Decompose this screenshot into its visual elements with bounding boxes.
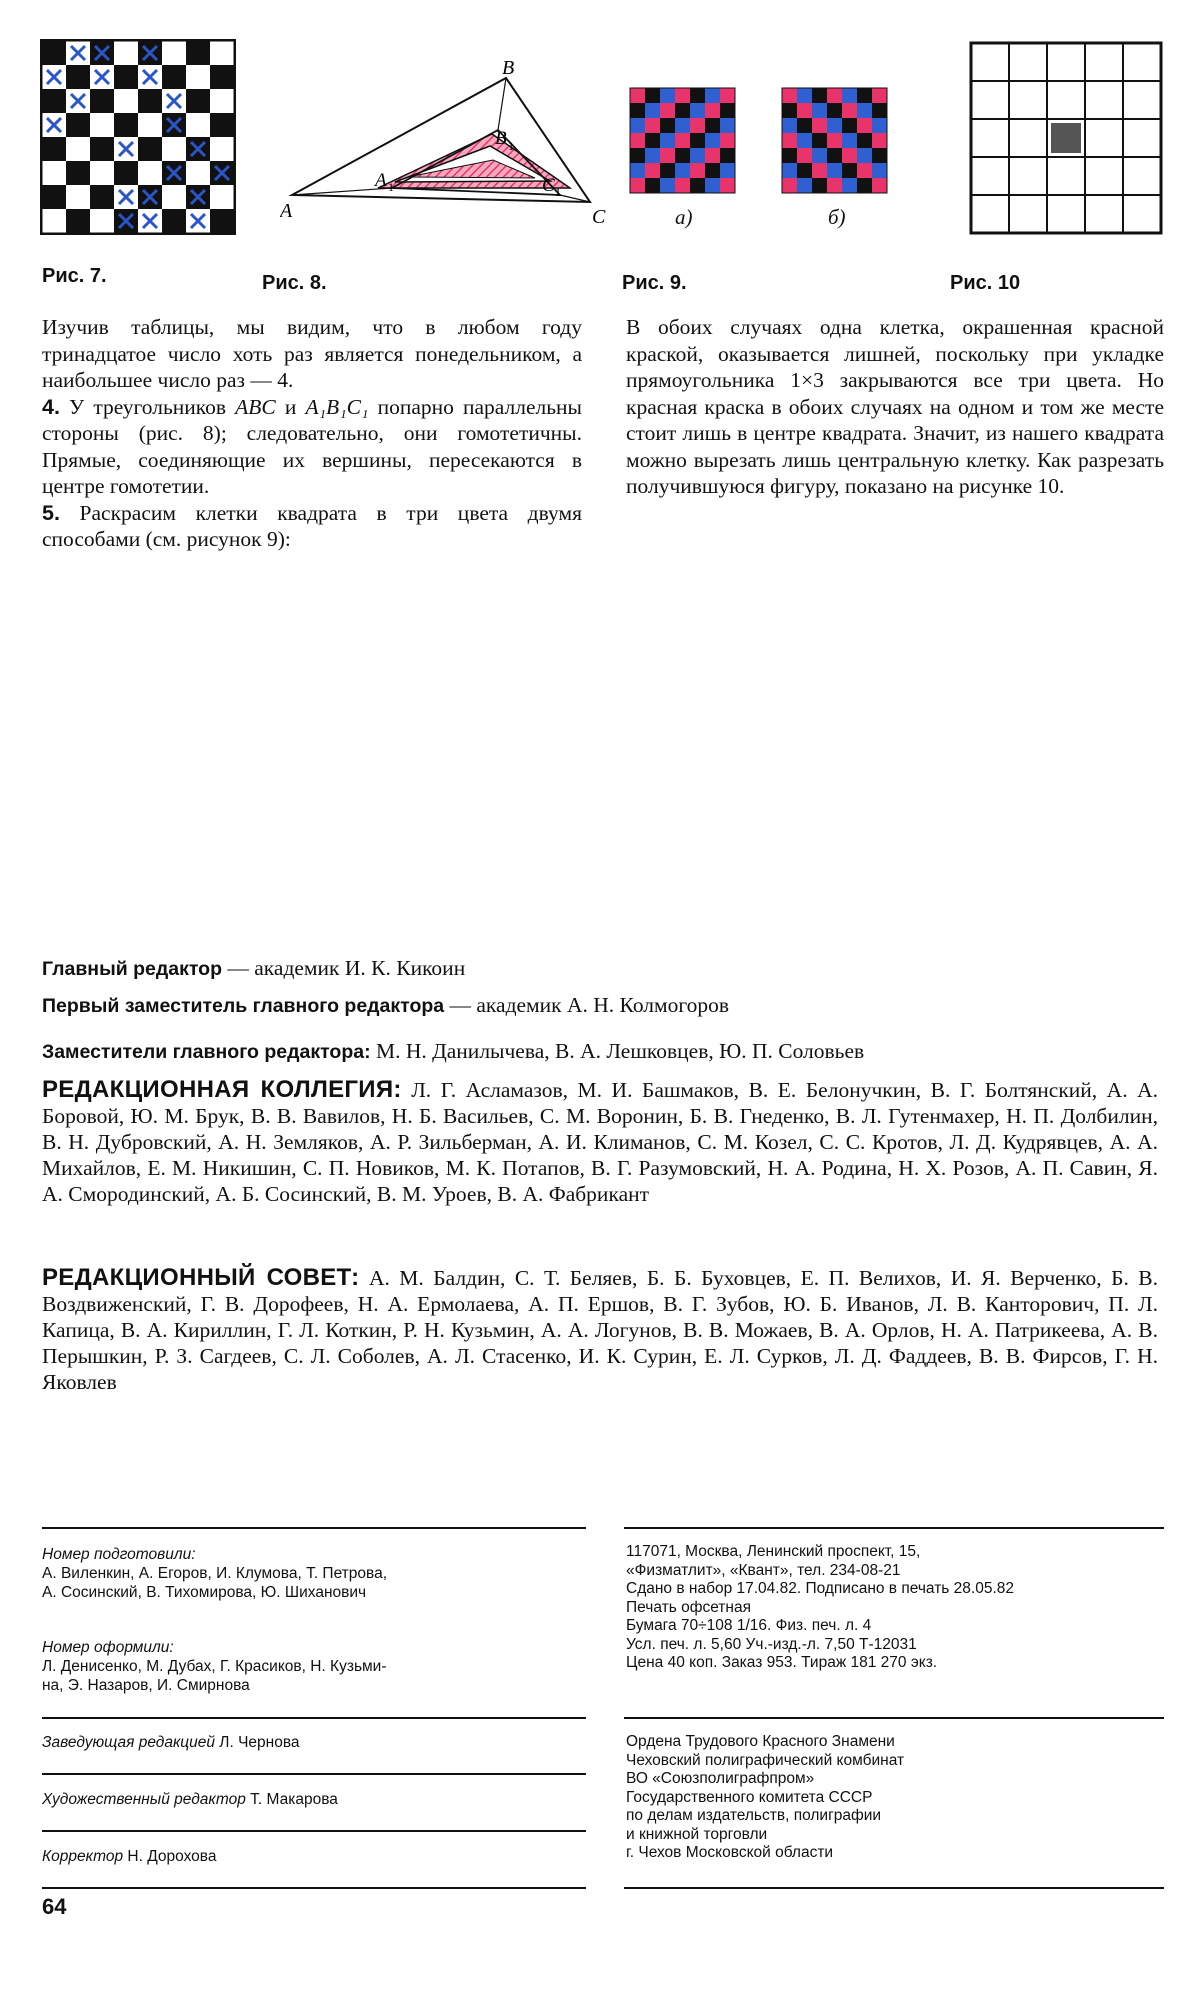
color-cell <box>827 163 842 178</box>
board-dark-cell <box>210 209 234 233</box>
label-c1: C <box>542 175 555 196</box>
item-4-text-a: У треугольников <box>59 394 236 419</box>
board-dark-cell <box>42 41 66 65</box>
color-cell <box>782 148 797 163</box>
right-column-text <box>626 314 1164 500</box>
first-deputy-label: Первый заместитель главного редактора <box>42 995 445 1017</box>
board-dark-cell <box>114 113 138 137</box>
color-cell <box>782 88 797 103</box>
color-cell <box>782 103 797 118</box>
figure-8-caption: Рис. 8. <box>262 272 327 294</box>
item-5-text: Раскрасим клетки квадрата в три цвета двумя способами (см. рисунок 9): <box>42 500 582 551</box>
color-cell <box>857 178 872 193</box>
designed-line-2: на, Э. Назаров, И. Смирнова <box>42 1677 250 1694</box>
color-cell <box>720 103 735 118</box>
color-cell <box>705 133 720 148</box>
figure-9a <box>628 86 738 196</box>
color-cell <box>630 103 645 118</box>
color-cell <box>797 148 812 163</box>
color-cell <box>872 148 887 163</box>
color-cell <box>872 163 887 178</box>
color-cell <box>827 178 842 193</box>
paragraph-red-cell: В обоих случаях одна клетка, окрашенная красной краской, оказывается лишней, поскольку при укладке прямоугольника 1×3 закрываются все три цвета. Но красная краска в обоих случаях на одном и том же месте стоит лишь в центре квадрата. Значит, из нашего квадрата можно вырезать лишь центральную клетку. Как разрезать получившуюся фигуру, показано на рисунке 10. <box>626 315 1164 498</box>
color-cell <box>630 133 645 148</box>
color-cell <box>842 133 857 148</box>
color-cell <box>857 88 872 103</box>
divider-right-2 <box>624 1717 1164 1719</box>
chief-editor-value: — академик И. К. Кикоин <box>222 956 466 980</box>
color-cell <box>705 178 720 193</box>
color-cell <box>857 133 872 148</box>
color-cell <box>812 163 827 178</box>
color-cell <box>720 178 735 193</box>
color-cell <box>857 148 872 163</box>
item-4-number: 4. <box>42 394 60 419</box>
credit-art-editor <box>42 1790 338 1809</box>
label-a: A <box>280 200 293 222</box>
board-dark-cell <box>90 185 114 209</box>
publisher-imprint: 117071, Москва, Ленинский проспект, 15, «Физматлит», «Квант», тел. 234-08-21 Сдано в набор 17.04.82. Подписано в печать 28.05.82 Печать офсетная Бумага 70÷108 1/16. Физ. печ. л. 4 Усл. печ. л. 5,60 Уч.-изд.-л. 7,50 Т-12031 Цена 40 коп. Заказ 953. Тираж 181 270 экз. <box>626 1543 1015 1671</box>
board-dark-cell <box>42 89 66 113</box>
color-cell <box>660 118 675 133</box>
art-editor-value: Т. Макарова <box>245 1791 338 1808</box>
board-dark-cell <box>114 161 138 185</box>
page-number: 64 <box>42 1894 67 1919</box>
line-b-b1 <box>498 78 506 130</box>
color-cell <box>857 103 872 118</box>
triangle-homothety-figure <box>280 60 610 230</box>
color-cell <box>842 103 857 118</box>
color-cell <box>797 88 812 103</box>
figure-9b-label: б) <box>828 205 846 229</box>
color-cell <box>630 178 645 193</box>
color-cell <box>812 88 827 103</box>
color-cell <box>705 163 720 178</box>
color-cell <box>645 118 660 133</box>
color-cell <box>645 103 660 118</box>
figure-9-caption: Рис. 9. <box>622 272 687 294</box>
board-dark-cell <box>210 65 234 89</box>
color-cell <box>660 148 675 163</box>
prepared-label: Номер подготовили: <box>42 1546 196 1563</box>
color-cell <box>797 133 812 148</box>
color-cell <box>782 178 797 193</box>
color-cell <box>857 163 872 178</box>
item-5-number: 5. <box>42 500 60 525</box>
board-dark-cell <box>66 65 90 89</box>
label-c: C <box>592 206 606 228</box>
designed-label: Номер оформили: <box>42 1639 174 1656</box>
color-cell <box>872 118 887 133</box>
color-cell <box>630 88 645 103</box>
label-b1: B <box>495 128 507 149</box>
divider-left-4 <box>42 1830 586 1832</box>
color-cell <box>705 148 720 163</box>
color-cell <box>797 103 812 118</box>
color-cell <box>645 88 660 103</box>
label-a1: A <box>375 170 387 191</box>
proofreader-value: Н. Дорохова <box>123 1848 217 1865</box>
color-cell <box>812 133 827 148</box>
color-cell <box>827 103 842 118</box>
color-cell <box>720 133 735 148</box>
color-cell <box>630 163 645 178</box>
color-cell <box>720 88 735 103</box>
color-cell <box>842 118 857 133</box>
editorial-council <box>42 1265 1158 1395</box>
paragraph-item-5 <box>42 500 582 553</box>
color-cell <box>872 103 887 118</box>
color-cell <box>842 148 857 163</box>
color-cell <box>827 118 842 133</box>
left-column-text <box>42 314 582 553</box>
color-cell <box>872 178 887 193</box>
divider-left-2 <box>42 1717 586 1719</box>
board-dark-cell <box>162 65 186 89</box>
board-dark-cell <box>210 113 234 137</box>
prepared-line-1: А. Виленкин, А. Егоров, И. Клумова, Т. Петрова, <box>42 1565 388 1582</box>
figure-10 <box>968 40 1164 236</box>
color-cell <box>675 103 690 118</box>
color-cell <box>705 103 720 118</box>
color-cell <box>690 163 705 178</box>
deputies-label: Заместители главного редактора: <box>42 1041 371 1063</box>
color-cell <box>872 88 887 103</box>
designed-line-1: Л. Денисенко, М. Дубах, Г. Красиков, Н. Кузьми- <box>42 1658 387 1675</box>
color-cell <box>705 88 720 103</box>
chief-editor-label: Главный редактор <box>42 958 222 980</box>
figure-7-caption: Рис. 7. <box>42 265 107 287</box>
divider-left-3 <box>42 1773 586 1775</box>
color-cell <box>690 88 705 103</box>
color-cell <box>675 148 690 163</box>
paragraph-item-4 <box>42 394 582 500</box>
color-cell <box>782 118 797 133</box>
color-cell <box>630 148 645 163</box>
board-dark-cell <box>66 209 90 233</box>
printer-imprint: Ордена Трудового Красного Знамени Чеховский полиграфический комбинат ВО «Союзполиграфпром» Государственного комитета СССР по делам издательств, полиграфии и книжной торговли г. Чехов Московской области <box>626 1733 905 1861</box>
color-cell <box>842 178 857 193</box>
figure-8 <box>280 60 610 230</box>
color-cell <box>690 148 705 163</box>
board-dark-cell <box>114 65 138 89</box>
color-cell <box>720 148 735 163</box>
editorial-council-members: А. М. Балдин, С. Т. Беляев, Б. Б. Буховцев, Е. П. Велихов, И. Я. Верченко, Б. В. Воздвиженский, Г. В. Дорофеев, Н. А. Ермолаева, А. П. Ершов, В. Г. Зубов, Ю. Б. Иванов, Л. В. Канторович, П. Л. Капица, В. А. Кириллин, Г. Л. Коткин, Р. Н. Кузьмин, А. А. Логунов, В. В. Можаев, В. А. Орлов, Н. А. Патрикеева, А. В. Перышкин, Р. З. Сагдеев, С. Л. Соболев, А. Л. Стасенко, И. К. Сурин, Е. Л. Сурков, Л. Д. Фаддеев, В. В. Фирсов, Г. Н. Яковлев <box>42 1266 1158 1394</box>
item-4-text-b: и <box>275 394 306 419</box>
color-cell <box>690 133 705 148</box>
board-dark-cell <box>66 113 90 137</box>
editorial-board <box>42 1077 1158 1207</box>
editorial-council-label: РЕДАКЦИОННЫЙ СОВЕТ: <box>42 1264 360 1291</box>
editorial-board-members: Л. Г. Асламазов, М. И. Башмаков, В. Е. Белонучкин, В. Г. Болтянский, А. А. Боровой, Ю. М. Брук, В. В. Вавилов, Н. Б. Васильев, С. М. Воронин, Б. В. Гнеденко, В. Л. Гутенмахер, Н. П. Долбилин, В. Н. Дубровский, А. Н. Земляков, А. Р. Зильберман, А. И. Климанов, С. М. Козел, С. С. Кротов, Л. Д. Кудрявцев, А. А. Михайлов, Е. М. Никишин, С. П. Новиков, М. К. Потапов, В. Г. Разумовский, Н. А. Родина, Н. Х. Розов, А. П. Савин, Я. А. Смородинский, А. Б. Сосинский, В. М. Уроев, В. А. Фабрикант <box>42 1078 1158 1206</box>
office-head-label: Заведующая редакцией <box>42 1734 215 1751</box>
art-editor-label: Художественный редактор <box>42 1791 246 1808</box>
color-cell <box>827 88 842 103</box>
color-cell <box>675 118 690 133</box>
color-cell <box>690 178 705 193</box>
three-color-square-b <box>780 86 890 196</box>
first-deputy-line <box>42 992 1158 1019</box>
color-cell <box>645 133 660 148</box>
prepared-line-2: А. Сосинский, В. Тихомирова, Ю. Шиханович <box>42 1584 367 1601</box>
figure-10-caption: Рис. 10 <box>950 272 1021 294</box>
color-cell <box>660 88 675 103</box>
board-dark-cell <box>42 137 66 161</box>
color-cell <box>675 163 690 178</box>
editorial-board-label: РЕДАКЦИОННАЯ КОЛЛЕГИЯ: <box>42 1076 402 1103</box>
item-4-abc: ABC <box>235 394 276 419</box>
item-4-text-c: попарно параллельны стороны (рис. 8); следовательно, они гомотетичны. Прямые, соединяющие их вершины, пересекаются в центре гомотетии. <box>42 394 582 498</box>
credit-designed <box>42 1638 586 1695</box>
color-cell <box>660 163 675 178</box>
paragraph-tables-conclusion: Изучив таблицы, мы видим, что в любом году тринадцатое число хоть раз является понедельником, а наибольшее число раз — 4. <box>42 315 582 392</box>
figure-9b <box>780 86 890 196</box>
color-cell <box>660 103 675 118</box>
color-cell <box>782 163 797 178</box>
color-cell <box>872 133 887 148</box>
board-dark-cell <box>90 137 114 161</box>
color-cell <box>690 103 705 118</box>
color-cell <box>842 163 857 178</box>
credit-office-head <box>42 1733 300 1752</box>
proofreader-label: Корректор <box>42 1848 124 1865</box>
color-cell <box>827 148 842 163</box>
color-cell <box>720 163 735 178</box>
color-cell <box>705 118 720 133</box>
color-cell <box>782 133 797 148</box>
chief-editor-line <box>42 955 1158 982</box>
color-cell <box>720 118 735 133</box>
color-cell <box>827 133 842 148</box>
figure-7 <box>40 39 236 235</box>
board-dark-cell <box>186 41 210 65</box>
label-a1-sub: 1 <box>388 180 394 194</box>
divider-left-1 <box>42 1527 586 1529</box>
board-dark-cell <box>138 137 162 161</box>
deputies-line <box>42 1038 1158 1065</box>
color-cell <box>812 178 827 193</box>
label-b: B <box>502 60 515 79</box>
color-cell <box>645 178 660 193</box>
color-cell <box>797 163 812 178</box>
credit-prepared <box>42 1545 586 1602</box>
three-color-square-a <box>628 86 738 196</box>
color-cell <box>660 133 675 148</box>
item-4-a1b1c1: A₁B₁C₁ <box>305 394 369 419</box>
removed-centre-cell <box>1051 123 1081 153</box>
color-cell <box>857 118 872 133</box>
color-cell <box>797 118 812 133</box>
board-dark-cell <box>66 161 90 185</box>
board-dark-cell <box>42 185 66 209</box>
color-cell <box>675 88 690 103</box>
board-dark-cell <box>90 89 114 113</box>
label-b1-sub: 1 <box>508 139 514 153</box>
divider-left-5 <box>42 1887 586 1889</box>
divider-right-1 <box>624 1527 1164 1529</box>
color-cell <box>812 118 827 133</box>
color-cell <box>645 148 660 163</box>
divider-right-3 <box>624 1887 1164 1889</box>
figure-9a-label: а) <box>675 205 693 229</box>
credit-proofreader <box>42 1847 216 1866</box>
color-cell <box>675 133 690 148</box>
color-cell <box>812 148 827 163</box>
board-dark-cell <box>162 209 186 233</box>
checkerboard-crosses-figure <box>40 39 236 235</box>
color-cell <box>630 118 645 133</box>
color-cell <box>660 178 675 193</box>
color-cell <box>812 103 827 118</box>
color-cell <box>797 178 812 193</box>
label-c1-sub: 1 <box>555 185 561 199</box>
color-cell <box>842 88 857 103</box>
color-cell <box>690 118 705 133</box>
first-deputy-value: — академик А. Н. Колмогоров <box>444 993 730 1017</box>
office-head-value: Л. Чернова <box>215 1734 300 1751</box>
board-dark-cell <box>186 89 210 113</box>
deputies-value: М. Н. Данилычева, В. А. Лешковцев, Ю. П. Соловьев <box>370 1039 865 1063</box>
board-dark-cell <box>138 89 162 113</box>
color-cell <box>675 178 690 193</box>
color-cell <box>645 163 660 178</box>
cut-grid-figure <box>968 40 1164 236</box>
